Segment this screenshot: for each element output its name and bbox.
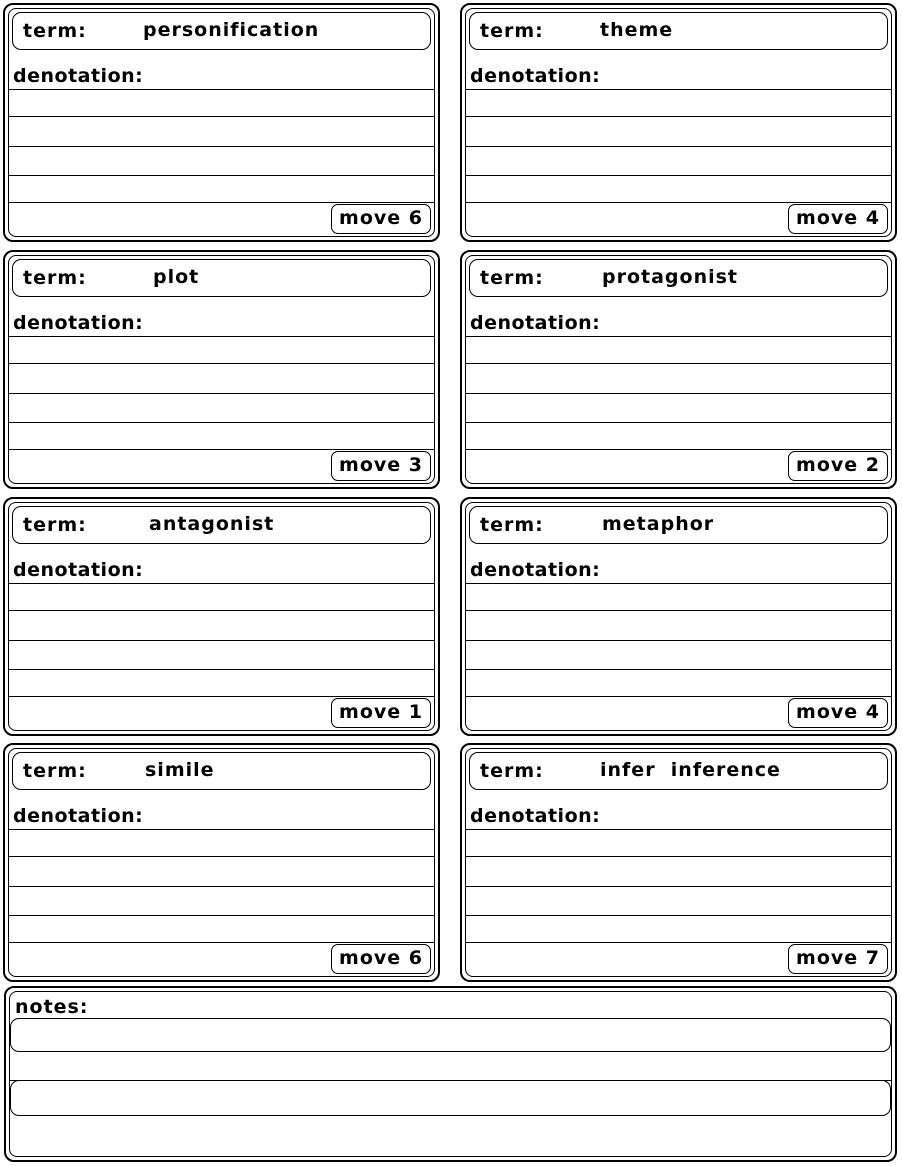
writing-line[interactable] xyxy=(9,393,434,394)
term-card xyxy=(3,497,440,736)
term-card xyxy=(460,497,897,736)
card-frame xyxy=(8,748,435,977)
denotation-label: denotation: xyxy=(13,559,144,581)
denotation-label: denotation: xyxy=(13,65,144,87)
term-card xyxy=(3,743,440,982)
writing-line[interactable] xyxy=(466,610,891,611)
denotation-label: denotation: xyxy=(13,312,144,334)
term-label: term: xyxy=(23,760,87,782)
writing-line[interactable] xyxy=(9,640,434,641)
denotation-line[interactable] xyxy=(466,829,891,830)
term-bar xyxy=(469,752,888,790)
writing-line[interactable] xyxy=(466,640,891,641)
term-value[interactable]: infer inference xyxy=(600,759,781,781)
writing-line[interactable] xyxy=(466,175,891,176)
writing-line[interactable] xyxy=(9,669,434,670)
writing-line[interactable] xyxy=(9,175,434,176)
writing-line[interactable] xyxy=(466,146,891,147)
move-button[interactable]: move 7 xyxy=(788,944,888,974)
term-value[interactable]: antagonist xyxy=(149,513,275,535)
card-frame xyxy=(8,502,435,731)
denotation-label: denotation: xyxy=(13,805,144,827)
writing-line[interactable] xyxy=(466,856,891,857)
move-button[interactable]: move 4 xyxy=(788,204,888,234)
writing-line[interactable] xyxy=(466,202,891,203)
term-value[interactable]: metaphor xyxy=(602,513,715,535)
term-bar xyxy=(469,12,888,50)
term-value[interactable]: simile xyxy=(145,759,215,781)
writing-line[interactable] xyxy=(466,393,891,394)
notes-label: notes: xyxy=(15,996,89,1018)
writing-line[interactable] xyxy=(466,669,891,670)
card-frame xyxy=(465,8,892,237)
writing-line[interactable] xyxy=(9,116,434,117)
writing-line[interactable] xyxy=(9,942,434,943)
writing-line[interactable] xyxy=(466,363,891,364)
denotation-line[interactable] xyxy=(9,89,434,90)
denotation-line[interactable] xyxy=(9,829,434,830)
writing-line[interactable] xyxy=(9,146,434,147)
denotation-line[interactable] xyxy=(9,583,434,584)
move-button[interactable]: move 3 xyxy=(331,451,431,481)
term-bar xyxy=(469,506,888,544)
term-bar xyxy=(12,752,431,790)
writing-line[interactable] xyxy=(9,449,434,450)
writing-line[interactable] xyxy=(466,915,891,916)
notes-line[interactable] xyxy=(10,1018,891,1052)
card-frame xyxy=(465,502,892,731)
term-label: term: xyxy=(23,514,87,536)
card-frame xyxy=(8,8,435,237)
notes-box xyxy=(4,986,897,1162)
denotation-label: denotation: xyxy=(470,65,601,87)
term-value[interactable]: protagonist xyxy=(602,266,739,288)
writing-line[interactable] xyxy=(9,363,434,364)
card-frame xyxy=(8,255,435,484)
term-label: term: xyxy=(480,514,544,536)
term-label: term: xyxy=(480,760,544,782)
term-bar xyxy=(12,506,431,544)
writing-line[interactable] xyxy=(466,449,891,450)
writing-line[interactable] xyxy=(466,886,891,887)
move-button[interactable]: move 6 xyxy=(331,944,431,974)
writing-line[interactable] xyxy=(9,886,434,887)
writing-line[interactable] xyxy=(9,915,434,916)
writing-line[interactable] xyxy=(466,942,891,943)
term-card xyxy=(3,250,440,489)
term-card xyxy=(460,743,897,982)
move-button[interactable]: move 2 xyxy=(788,451,888,481)
move-button[interactable]: move 1 xyxy=(331,698,431,728)
card-frame xyxy=(465,255,892,484)
notes-line[interactable] xyxy=(10,1080,891,1116)
term-bar xyxy=(12,12,431,50)
term-value[interactable]: plot xyxy=(153,266,200,288)
denotation-line[interactable] xyxy=(466,336,891,337)
denotation-line[interactable] xyxy=(9,336,434,337)
denotation-label: denotation: xyxy=(470,559,601,581)
denotation-line[interactable] xyxy=(466,89,891,90)
writing-line[interactable] xyxy=(9,856,434,857)
writing-line[interactable] xyxy=(466,696,891,697)
denotation-label: denotation: xyxy=(470,805,601,827)
writing-line[interactable] xyxy=(9,422,434,423)
move-button[interactable]: move 6 xyxy=(331,204,431,234)
term-bar xyxy=(469,259,888,297)
move-button[interactable]: move 4 xyxy=(788,698,888,728)
term-label: term: xyxy=(23,20,87,42)
notes-frame xyxy=(9,991,892,1157)
denotation-label: denotation: xyxy=(470,312,601,334)
term-bar xyxy=(12,259,431,297)
writing-line[interactable] xyxy=(466,422,891,423)
term-card xyxy=(3,3,440,242)
term-label: term: xyxy=(480,20,544,42)
term-value[interactable]: theme xyxy=(600,19,674,41)
term-card xyxy=(460,250,897,489)
term-value[interactable]: personification xyxy=(143,19,320,41)
denotation-line[interactable] xyxy=(466,583,891,584)
term-label: term: xyxy=(480,267,544,289)
writing-line[interactable] xyxy=(466,116,891,117)
term-label: term: xyxy=(23,267,87,289)
writing-line[interactable] xyxy=(9,696,434,697)
term-card xyxy=(460,3,897,242)
card-frame xyxy=(465,748,892,977)
writing-line[interactable] xyxy=(9,610,434,611)
writing-line[interactable] xyxy=(9,202,434,203)
